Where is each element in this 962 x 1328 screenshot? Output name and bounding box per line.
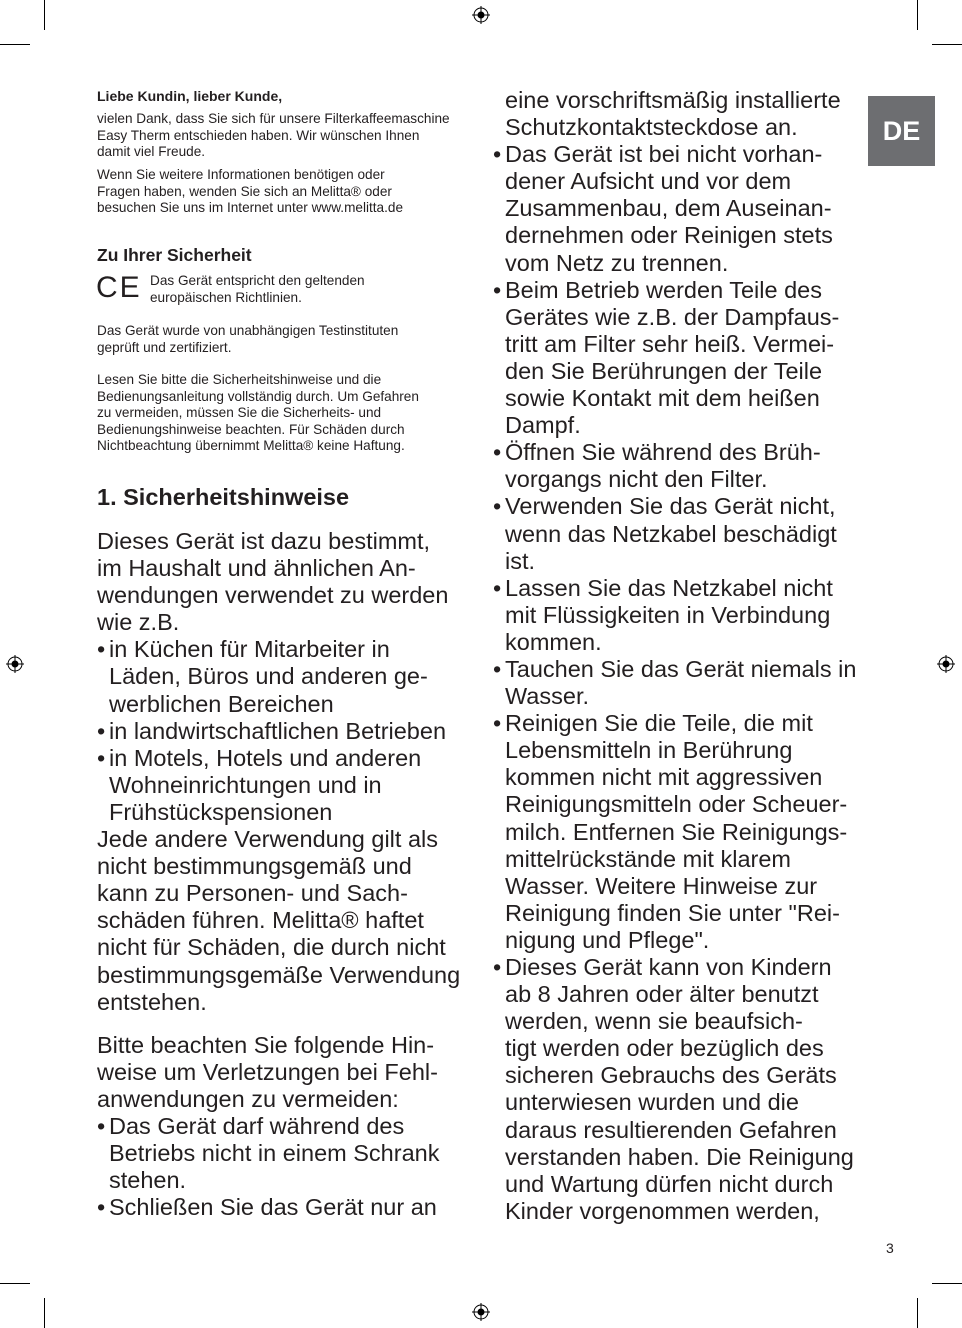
text-line: weise um Verletzungen bei Fehl- [97, 1058, 438, 1085]
crop-mark [0, 44, 30, 45]
text-line: Fragen haben, wenden Sie sich an Melitta® oder [97, 183, 392, 199]
bullet-list-item [493, 656, 868, 710]
bullet-list-item [493, 439, 868, 493]
text-line: milch. Entfernen Sie Reinigungs- [505, 818, 848, 845]
language-tab: DE [868, 96, 935, 166]
text-line: Beim Betrieb werden Teile des [505, 276, 822, 303]
paragraph [97, 528, 472, 636]
text-line: schäden führen. Melitta® haftet [97, 907, 424, 934]
text-line: Reinigungsmitteln oder Scheuer- [505, 791, 848, 818]
text-line: Öffnen Sie während des Brüh- [505, 439, 821, 466]
text-line: in Küchen für Mitarbeiter in [109, 636, 390, 663]
text-line: und Wartung dürfen nicht durch [505, 1170, 834, 1197]
text-line: verstanden haben. Die Reinigung [505, 1143, 854, 1170]
text-line: kommen nicht mit aggressiven [505, 764, 823, 791]
text-line: in landwirtschaftlichen Betrieben [109, 717, 447, 744]
text-line: Bedienungsanleitung vollständig durch. Um Gefahren [97, 388, 419, 404]
registration-mark-icon [6, 655, 24, 673]
bullet-list-item [493, 710, 868, 954]
crop-mark [44, 0, 45, 30]
greeting: Liebe Kundin, lieber Kunde, [97, 88, 283, 104]
text-line: dernehmen oder Reinigen stets [505, 222, 833, 249]
text-line: unterwiesen wurden und die [505, 1089, 799, 1116]
text-line: ist. [505, 547, 536, 574]
bullet-icon: • [493, 439, 502, 466]
text-line: tritt am Filter sehr heiß. Vermei- [505, 330, 835, 357]
bullet-icon: • [97, 717, 106, 744]
text-line: vom Netz zu trennen. [505, 249, 729, 276]
text-line: Bitte beachten Sie folgende Hin- [97, 1031, 435, 1058]
text-line: wie z.B. [97, 609, 180, 636]
crop-mark [932, 1283, 962, 1284]
text-line: stehen. [109, 1167, 187, 1194]
bullet-list-item [493, 277, 868, 440]
bullet-list-item [493, 141, 868, 276]
text-line: geprüft und zertifiziert. [97, 339, 232, 355]
text-line: Wasser. Weitere Hinweise zur [505, 872, 818, 899]
registration-mark-icon [472, 6, 490, 24]
text-line: nicht bestimmungsgemäß und [97, 853, 412, 880]
text-line: vorgangs nicht den Filter. [505, 466, 768, 493]
bullet-icon: • [493, 141, 502, 168]
safety-heading: Zu Ihrer Sicherheit [97, 245, 252, 265]
text-line: vielen Dank, dass Sie sich für unsere Filterkaffeemaschine [97, 111, 450, 126]
text-line: Wasser. [505, 683, 590, 710]
bullet-icon: • [493, 655, 502, 682]
text-line: anwendungen zu vermeiden: [97, 1085, 399, 1112]
text-line: sicheren Gebrauchs des Geräts [505, 1062, 837, 1089]
text-line: den Sie Berührungen der Teile [505, 357, 823, 384]
bullet-icon: • [97, 1194, 106, 1221]
bullet-icon: • [493, 276, 502, 303]
intro-paragraph [97, 111, 450, 161]
spacer [97, 1016, 472, 1032]
text-line: im Haushalt und ähnlichen An- [97, 555, 416, 582]
section-heading: 1. Sicherheitshinweise [97, 484, 350, 510]
registration-mark-icon [937, 655, 955, 673]
text-line: zu vermeiden, müssen Sie die Sicherheits- und [97, 405, 382, 421]
right-column [493, 87, 868, 1225]
ce-text [150, 273, 365, 306]
bullet-icon: • [97, 744, 106, 771]
text-line: Tauchen Sie das Gerät niemals in [505, 655, 857, 682]
paragraph [97, 826, 472, 1016]
left-column [97, 528, 472, 1221]
text-line: mit Flüssigkeiten in Verbindung [505, 601, 831, 628]
text-line: Nichtbeachtung übernimmt Melitta® keine Haftung. [97, 438, 405, 454]
bullet-icon: • [97, 1112, 106, 1139]
intro-paragraph [97, 167, 403, 217]
text-line: nigung und Pflege". [505, 926, 710, 953]
text-line: Läden, Büros und anderen ge- [109, 663, 428, 690]
text-line: Wohneinrichtungen und in [109, 771, 382, 798]
text-line: Lebensmitteln in Berührung [505, 737, 793, 764]
continued-list-item [493, 87, 868, 141]
crop-mark [44, 1298, 45, 1328]
text-line: ab 8 Jahren oder älter benutzt [505, 981, 819, 1008]
text-line: in Motels, Hotels und anderen [109, 744, 422, 771]
text-line: dener Aufsicht und vor dem [505, 168, 792, 195]
ce-mark-icon: CE [96, 271, 142, 304]
tested-text [97, 323, 398, 356]
text-line: europäischen Richtlinien. [150, 289, 302, 305]
bullet-list-item [97, 1194, 472, 1221]
text-line: Reinigen Sie die Teile, die mit [505, 710, 813, 737]
text-line: Dieses Gerät ist dazu bestimmt, [97, 528, 431, 554]
text-line: Dampf. [505, 412, 581, 439]
text-line: Schutzkontaktsteckdose an. [505, 114, 798, 141]
text-line: Bedienungshinweise beachten. Für Schäden durch [97, 421, 405, 437]
text-line: tigt werden oder bezüglich des [505, 1035, 824, 1062]
text-line: wenn das Netzkabel beschädigt [505, 520, 837, 547]
registration-mark-icon [472, 1303, 490, 1321]
text-line: Das Gerät entspricht den geltenden [150, 273, 365, 288]
bullet-list-item [97, 718, 472, 745]
read-instructions-text [97, 372, 419, 455]
bullet-list-item [97, 1113, 472, 1194]
text-line: Schließen Sie das Gerät nur an [109, 1194, 437, 1221]
bullet-list-item [97, 745, 472, 826]
text-line: besuchen Sie uns im Internet unter www.melitta.de [97, 200, 404, 216]
text-line: Zusammenbau, dem Auseinan- [505, 195, 832, 222]
text-line: bestimmungsgemäße Verwendung [97, 961, 461, 988]
bullet-icon: • [493, 493, 502, 520]
text-line: Verwenden Sie das Gerät nicht, [505, 493, 836, 520]
crop-mark [932, 44, 962, 45]
bullet-list-item [97, 636, 472, 717]
bullet-icon: • [493, 710, 502, 737]
text-line: sowie Kontakt mit dem heißen [505, 385, 820, 412]
text-line: werblichen Bereichen [109, 690, 334, 717]
bullet-list-item [493, 493, 868, 574]
text-line: daraus resultierenden Gefahren [505, 1116, 837, 1143]
text-line: mittelrückstände mit klarem [505, 845, 791, 872]
crop-mark [917, 0, 918, 30]
paragraph [97, 1032, 472, 1113]
text-line: eine vorschriftsmäßig installierte [505, 87, 841, 113]
text-line: entstehen. [97, 988, 207, 1015]
crop-mark [0, 1283, 30, 1284]
text-line: Lesen Sie bitte die Sicherheitshinweise und die [97, 372, 382, 387]
bullet-icon: • [97, 636, 106, 663]
text-line: damit viel Freude. [97, 144, 206, 160]
text-line: Lassen Sie das Netzkabel nicht [505, 574, 833, 601]
text-line: kommen. [505, 628, 602, 655]
crop-mark [917, 1298, 918, 1328]
bullet-icon: • [493, 954, 502, 980]
text-line: Dieses Gerät kann von Kindern [505, 954, 832, 980]
bullet-list-item [493, 575, 868, 656]
text-line: Das Gerät wurde von unabhängigen Testinstituten [97, 323, 399, 338]
text-line: wendungen verwendet zu werden [97, 582, 449, 609]
text-line: Das Gerät ist bei nicht vorhan- [505, 141, 823, 168]
text-line: Easy Therm entschieden haben. Wir wünschen Ihnen [97, 127, 420, 143]
text-line: Gerätes wie z.B. der Dampfaus- [505, 303, 840, 330]
text-line: Das Gerät darf während des [109, 1112, 405, 1139]
text-line: Reinigung finden Sie unter "Rei- [505, 899, 840, 926]
text-line: Kinder vorgenommen werden, [505, 1197, 820, 1224]
page-number: 3 [886, 1240, 894, 1256]
bullet-icon: • [493, 574, 502, 601]
text-line: Jede andere Verwendung gilt als [97, 826, 438, 853]
text-line: Betriebs nicht in einem Schrank [109, 1140, 440, 1167]
text-line: werden, wenn sie beaufsich- [505, 1008, 803, 1035]
text-line: Frühstückspensionen [109, 798, 333, 825]
text-line: Wenn Sie weitere Informationen benötigen oder [97, 167, 385, 182]
bullet-list-item [493, 954, 868, 1225]
text-line: nicht für Schäden, die durch nicht [97, 934, 446, 961]
text-line: kann zu Personen- und Sach- [97, 880, 408, 907]
